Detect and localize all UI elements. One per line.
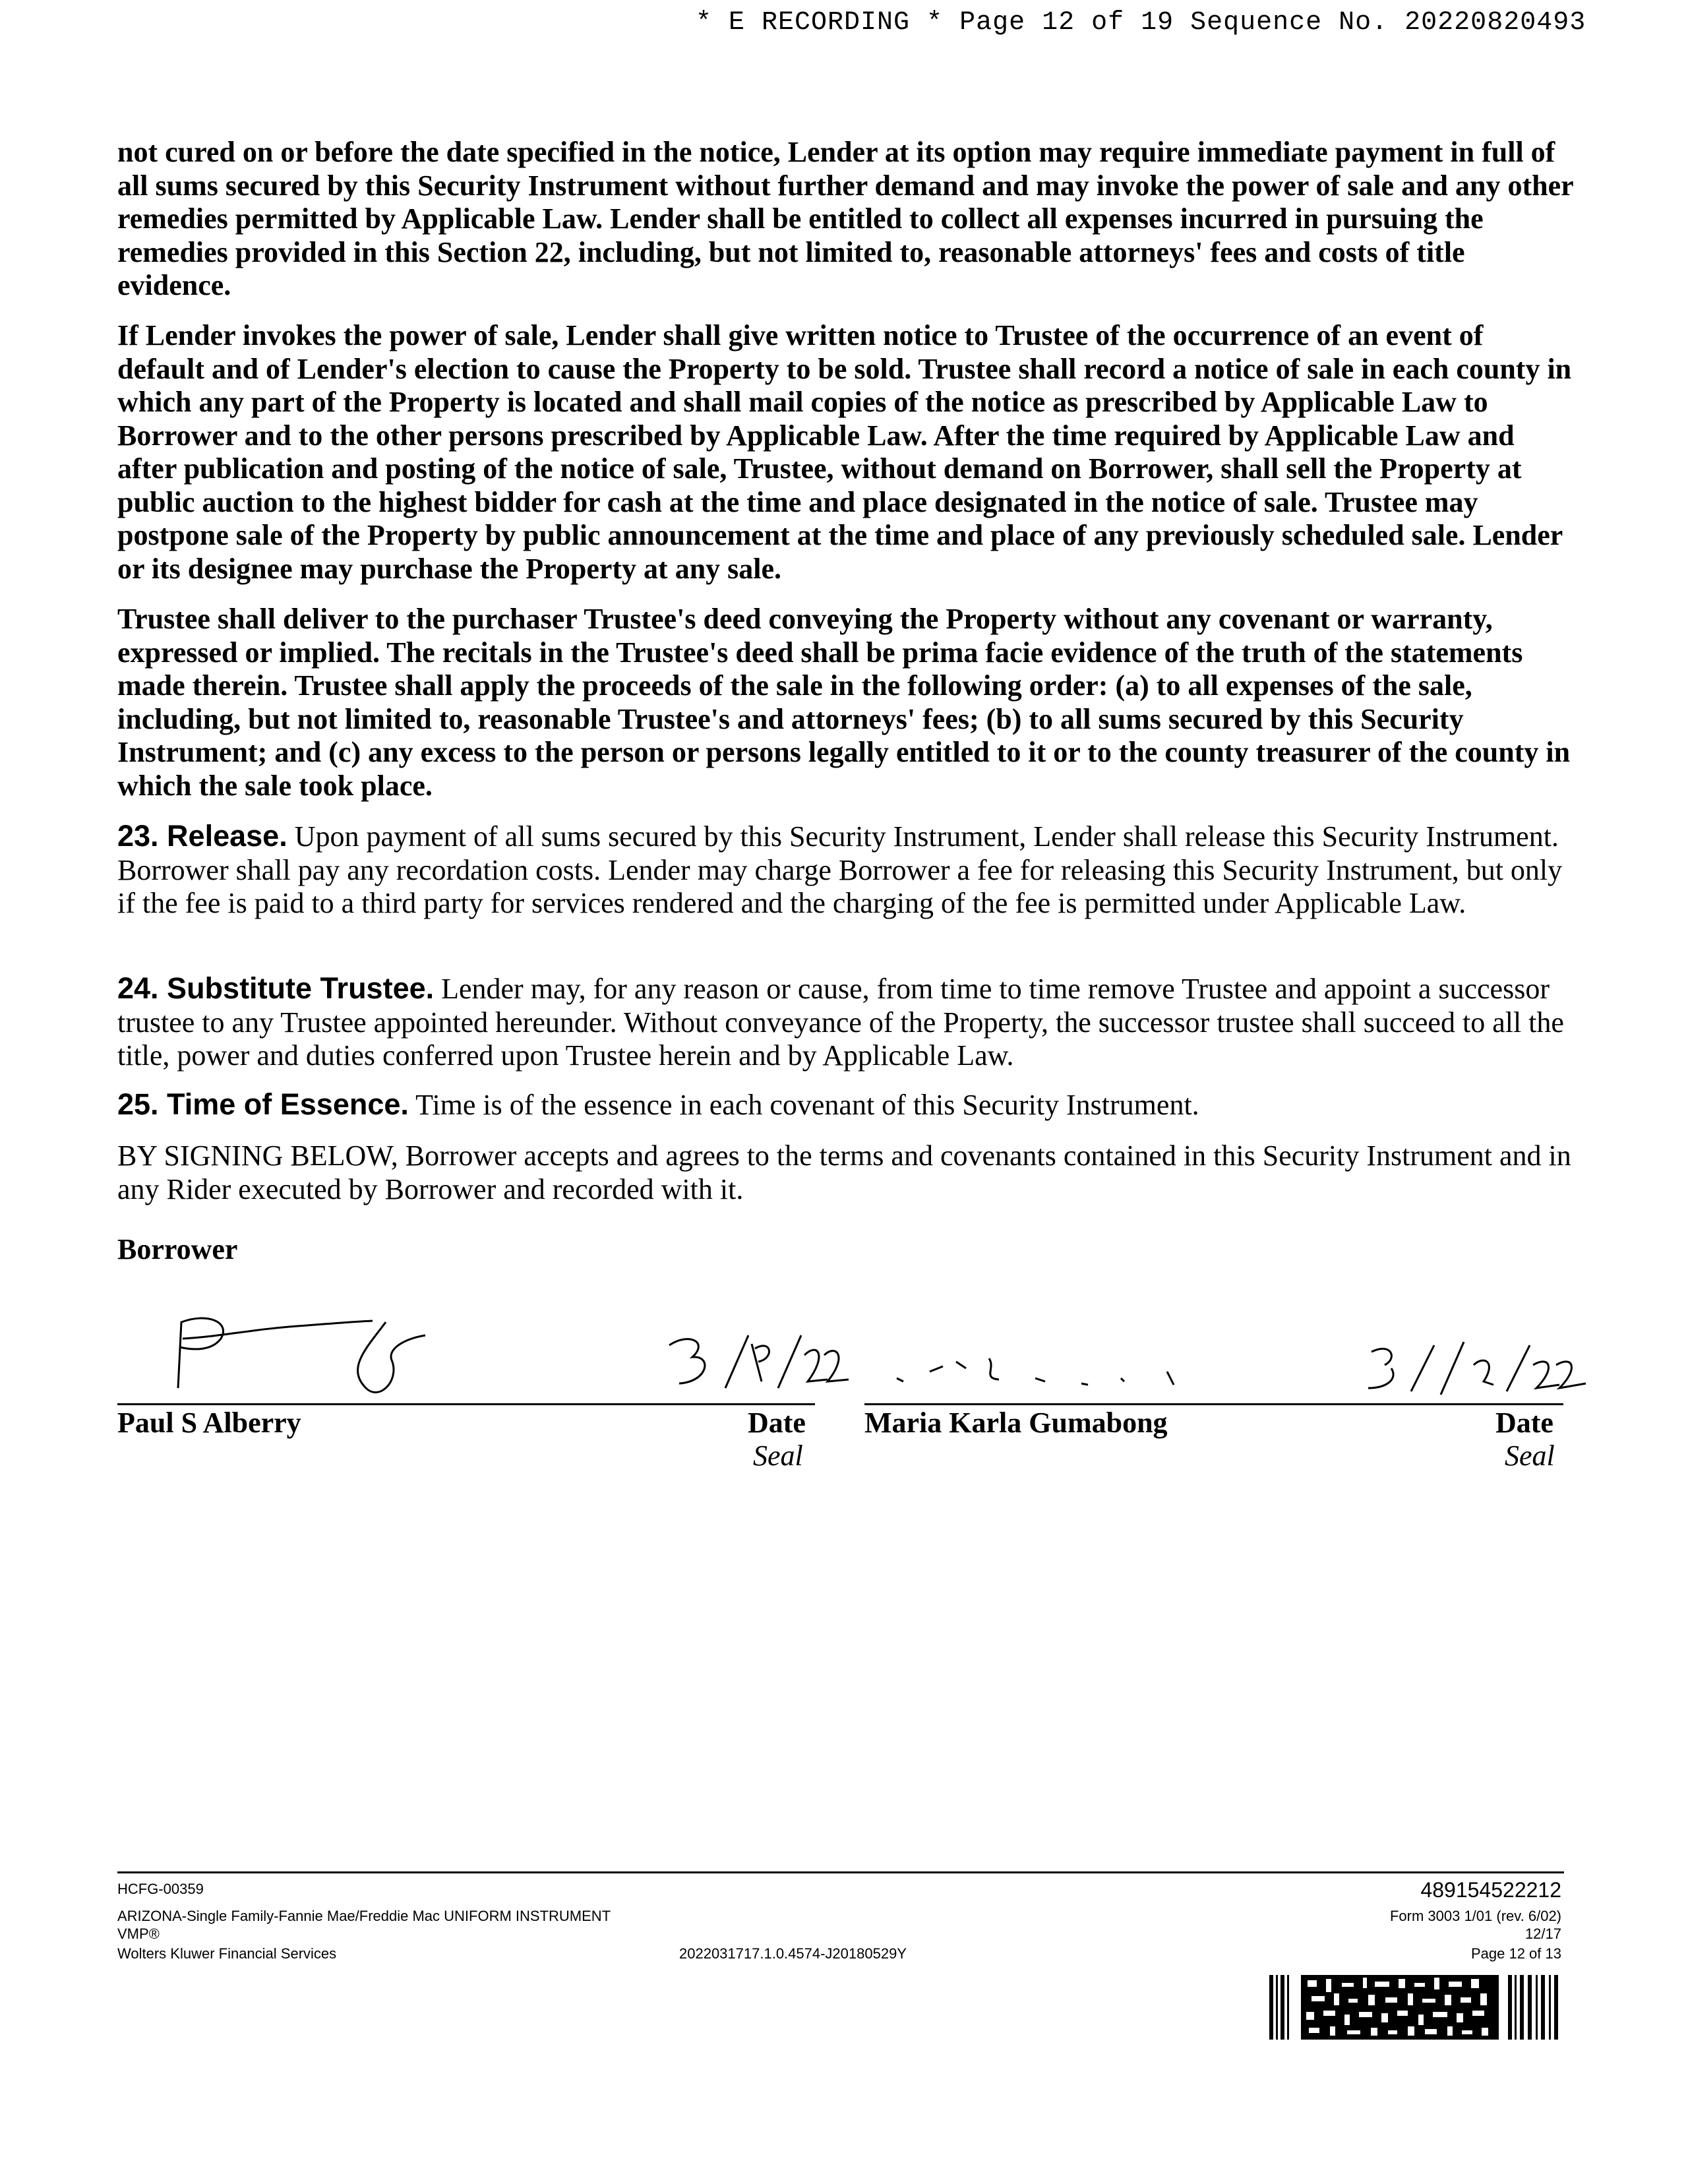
paragraph-trustee-deed: Trustee shall deliver to the purchaser Trustee's deed conveying the Property without any covenant or warranty, expressed or implied. The recitals in the Trustee's deed shall be prima facie evidence of the truth of the statements made therein. Trustee shall apply the proceeds of the sale in the following order: (a) to all expenses of the sale, including, but not limited to, reasonable Trustee's and attorneys' fees; (b) to all sums secured by this Security Instrument; and (c) any excess to the person or persons legally entitled to it or to the county treasurer of the county in which the sale took place.	[117, 603, 1571, 802]
signature-maria-gumabong	[884, 1332, 1279, 1405]
footer-instrument: ARIZONA-Single Family-Fannie Mae/Freddie Mac UNIFORM INSTRUMENT	[117, 1908, 611, 1924]
signer-2-name: Maria Karla Gumabong	[864, 1407, 1168, 1439]
footer-vmp: VMP®	[117, 1926, 160, 1942]
footer-page-number: Page 12 of 13	[1470, 1945, 1561, 1962]
footer-loan-number: 489154522212	[1420, 1878, 1561, 1902]
section-25-time-of-essence	[117, 1088, 1576, 1122]
section-24-heading: 24. Substitute Trustee.	[117, 971, 435, 1005]
handwritten-date-1	[663, 1325, 854, 1398]
signer-2-date-label: Date	[1495, 1407, 1553, 1439]
section-23-release	[117, 820, 1576, 921]
paragraph-remedies: not cured on or before the date specified in the notice, Lender at its option may require immediate payment in full of all sums secured by this Security Instrument without further demand and may invoke the power of sale and any other remedies permitted by Applicable Law. Lender shall be entitled to collect all expenses incurred in pursuing the remedies provided in this Section 22, including, but not limited to, reasonable attorneys' fees and costs of title evidence.	[117, 136, 1573, 301]
signature-line-1	[117, 1403, 815, 1405]
barcode	[1269, 1975, 1563, 2040]
section-25-heading: 25. Time of Essence.	[117, 1087, 409, 1121]
signature-line-2	[864, 1403, 1563, 1405]
section-25-text: Time is of the essence in each covenant of this Security Instrument.	[415, 1089, 1199, 1121]
signer-1-date-label: Date	[748, 1407, 806, 1439]
recording-header: * E RECORDING * Page 12 of 19 Sequence No. 20220820493	[696, 8, 1586, 38]
section-24-substitute-trustee	[117, 972, 1576, 1073]
handwritten-date-2	[1358, 1332, 1602, 1398]
footer-form-code: HCFG-00359	[117, 1881, 204, 1897]
footer-divider	[117, 1871, 1564, 1873]
footer-revision: 12/17	[1524, 1926, 1561, 1942]
section-24-text: Lender may, for any reason or cause, from time to time remove Trustee and appoint a successor trustee to any Trustee appointed hereunder. Without conveyance of the Property, the successor trustee shall succeed to all the title, power and duties conferred upon Trustee herein and by Applicable Law.	[117, 973, 1564, 1072]
footer-publisher: Wolters Kluwer Financial Services	[117, 1945, 337, 1962]
signing-statement: BY SIGNING BELOW, Borrower accepts and agrees to the terms and covenants contained in this Security Instrument and in any Rider executed by Borrower and recorded with it.	[117, 1139, 1571, 1205]
borrower-label: Borrower	[117, 1233, 238, 1265]
signer-1-seal-label: Seal	[753, 1440, 803, 1472]
section-23-text: Upon payment of all sums secured by this Security Instrument, Lender shall release this Security Instrument. Borrower shall pay any recordation costs. Lender may charge Borrower a fee for releasing this Security Instrument, but only if the fee is paid to a third party for services rendered and the charging of the fee is permitted under Applicable Law.	[117, 820, 1563, 919]
paragraph-power-of-sale: If Lender invokes the power of sale, Lender shall give written notice to Trustee of the occurrence of an event of default and of Lender's election to cause the Property to be sold. Trustee shall record a notice of sale in each county in which any part of the Property is located and shall mail copies of the notice as prescribed by Applicable Law to Borrower and to the other persons prescribed by Applicable Law. After the time required by Applicable Law and after publication and posting of the notice of sale, Trustee, without demand on Borrower, shall sell the Property at public auction to the highest bidder for cash at the time and place designated in the notice of sale. Trustee may postpone sale of the Property by public announcement at the time and place of any previously scheduled sale. Lender or its designee may purchase the Property at any sale.	[117, 319, 1572, 585]
signer-2-seal-label: Seal	[1505, 1440, 1555, 1472]
signature-paul-alberry	[148, 1309, 452, 1408]
footer-doc-id: 2022031717.1.0.4574-J20180529Y	[679, 1945, 907, 1962]
signer-1-name: Paul S Alberry	[117, 1407, 301, 1439]
section-23-heading: 23. Release.	[117, 819, 287, 853]
footer-form-number: Form 3003 1/01 (rev. 6/02)	[1389, 1908, 1561, 1924]
